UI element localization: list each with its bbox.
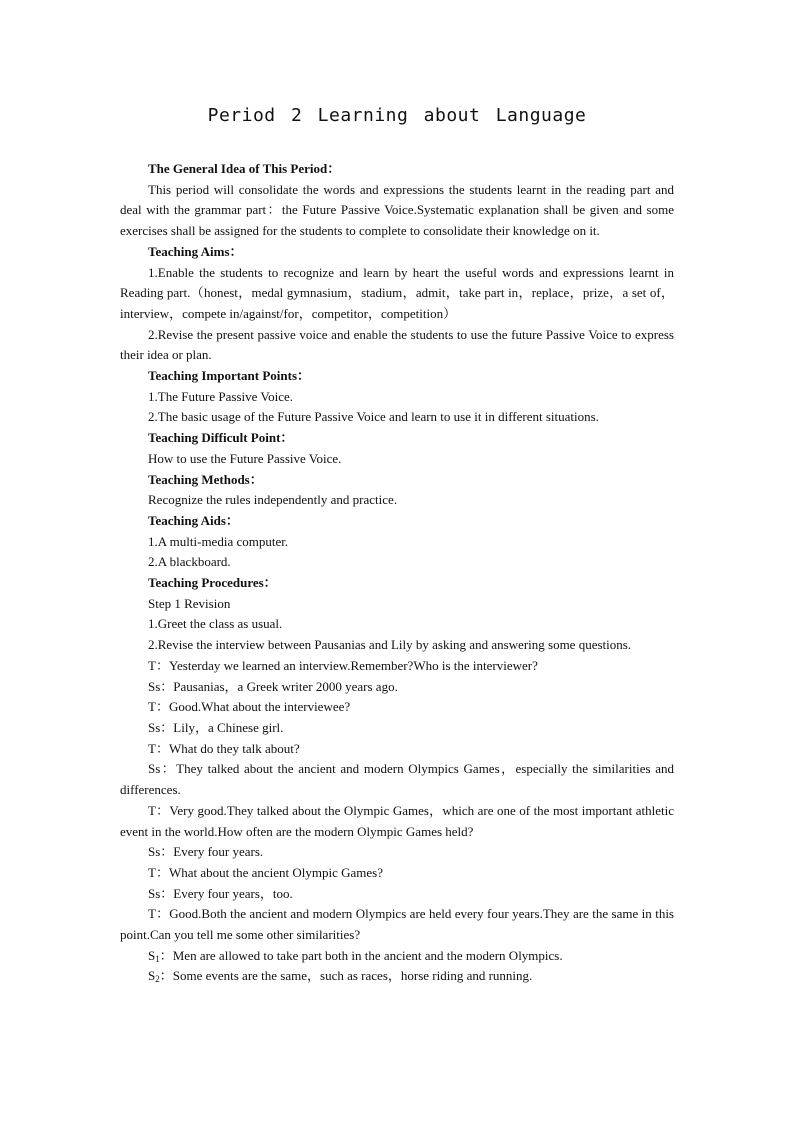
teaching-aids-heading: Teaching Aids： — [148, 512, 239, 528]
dialogue-line: Ss：Every four years，too. — [148, 885, 293, 901]
document-body — [120, 159, 674, 987]
dialogue-text: ：Some events are the same，such as races，horse riding and running. — [159, 968, 533, 984]
procedure-line: 1.Greet the class as usual. — [148, 616, 283, 632]
dialogue-line: T：What do they talk about? — [148, 740, 300, 756]
general-idea-heading: The General Idea of This Period： — [148, 161, 341, 176]
dialogue-line-s2 — [120, 966, 674, 987]
important-point-item: 2.The basic usage of the Future Passive Voice and learn to use it in different situations. — [148, 409, 599, 425]
difficult-point-item: How to use the Future Passive Voice. — [148, 450, 342, 466]
dialogue-line: T：Good.Both the ancient and modern Olympics are held every four years.They are the same in this point.Can you tell me some other similarities? — [120, 906, 674, 943]
dialogue-line: Ss：Every four years. — [148, 844, 264, 860]
teaching-aims-heading: Teaching Aims： — [148, 243, 243, 259]
general-idea-text: This period will consolidate the words and expressions the students learnt in the reading part and deal with the grammar part：the Future Passive Voice.Systematic explanation shall be given and some exercises shall be assigned for the students to complete to consolidate their knowledge on it. — [120, 181, 674, 239]
teaching-procedures-heading: Teaching Procedures： — [148, 575, 277, 591]
speaker-label: S — [148, 968, 156, 984]
dialogue-line: T：Good.What about the interviewee? — [148, 699, 351, 715]
teaching-aid-item: 1.A multi-media computer. — [148, 533, 289, 549]
procedure-step-heading: Step 1 Revision — [148, 595, 231, 611]
dialogue-text: ：Men are allowed to take part both in the ancient and the modern Olympics. — [159, 947, 563, 963]
important-points-heading: Teaching Important Points： — [148, 368, 311, 384]
dialogue-line: T：Very good.They talked about the Olympic Games，which are one of the most important athletic event in the world.How often are the modern Olympic Games held? — [120, 802, 674, 839]
important-point-item: 1.The Future Passive Voice. — [148, 388, 294, 404]
dialogue-line: Ss：They talked about the ancient and modern Olympics Games，especially the similarities and differences. — [120, 761, 674, 798]
dialogue-line: Ss：Lily，a Chinese girl. — [148, 719, 284, 735]
teaching-aim-item: 1.Enable the students to recognize and learn by heart the useful words and expressions learnt in Reading part.（honest，medal gymnasium，stadium，admit，take part in，replace，prize，a set of，interview，compete in/against/for，competitor，competition） — [120, 264, 674, 321]
speaker-label: S — [148, 947, 156, 963]
speaker-subscript: 1 — [155, 953, 160, 964]
difficult-point-heading: Teaching Difficult Point： — [148, 430, 294, 446]
dialogue-line: T：What about the ancient Olympic Games? — [148, 864, 384, 880]
speaker-subscript: 2 — [155, 974, 160, 985]
page-title: Period 2 Learning about Language — [207, 105, 587, 126]
dialogue-line: Ss：Pausanias，a Greek writer 2000 years ago. — [148, 678, 398, 694]
teaching-methods-heading: Teaching Methods： — [148, 471, 263, 487]
teaching-aid-item: 2.A blackboard. — [148, 554, 231, 570]
dialogue-line-s1 — [120, 946, 674, 967]
teaching-method-item: Recognize the rules independently and practice. — [148, 492, 398, 508]
dialogue-line: T：Yesterday we learned an interview.Remember?Who is the interviewer? — [148, 657, 538, 673]
teaching-aim-item: 2.Revise the present passive voice and enable the students to use the future Passive Voice to express their idea or plan. — [120, 326, 674, 363]
procedure-line: 2.Revise the interview between Pausanias and Lily by asking and answering some questions. — [148, 637, 632, 653]
